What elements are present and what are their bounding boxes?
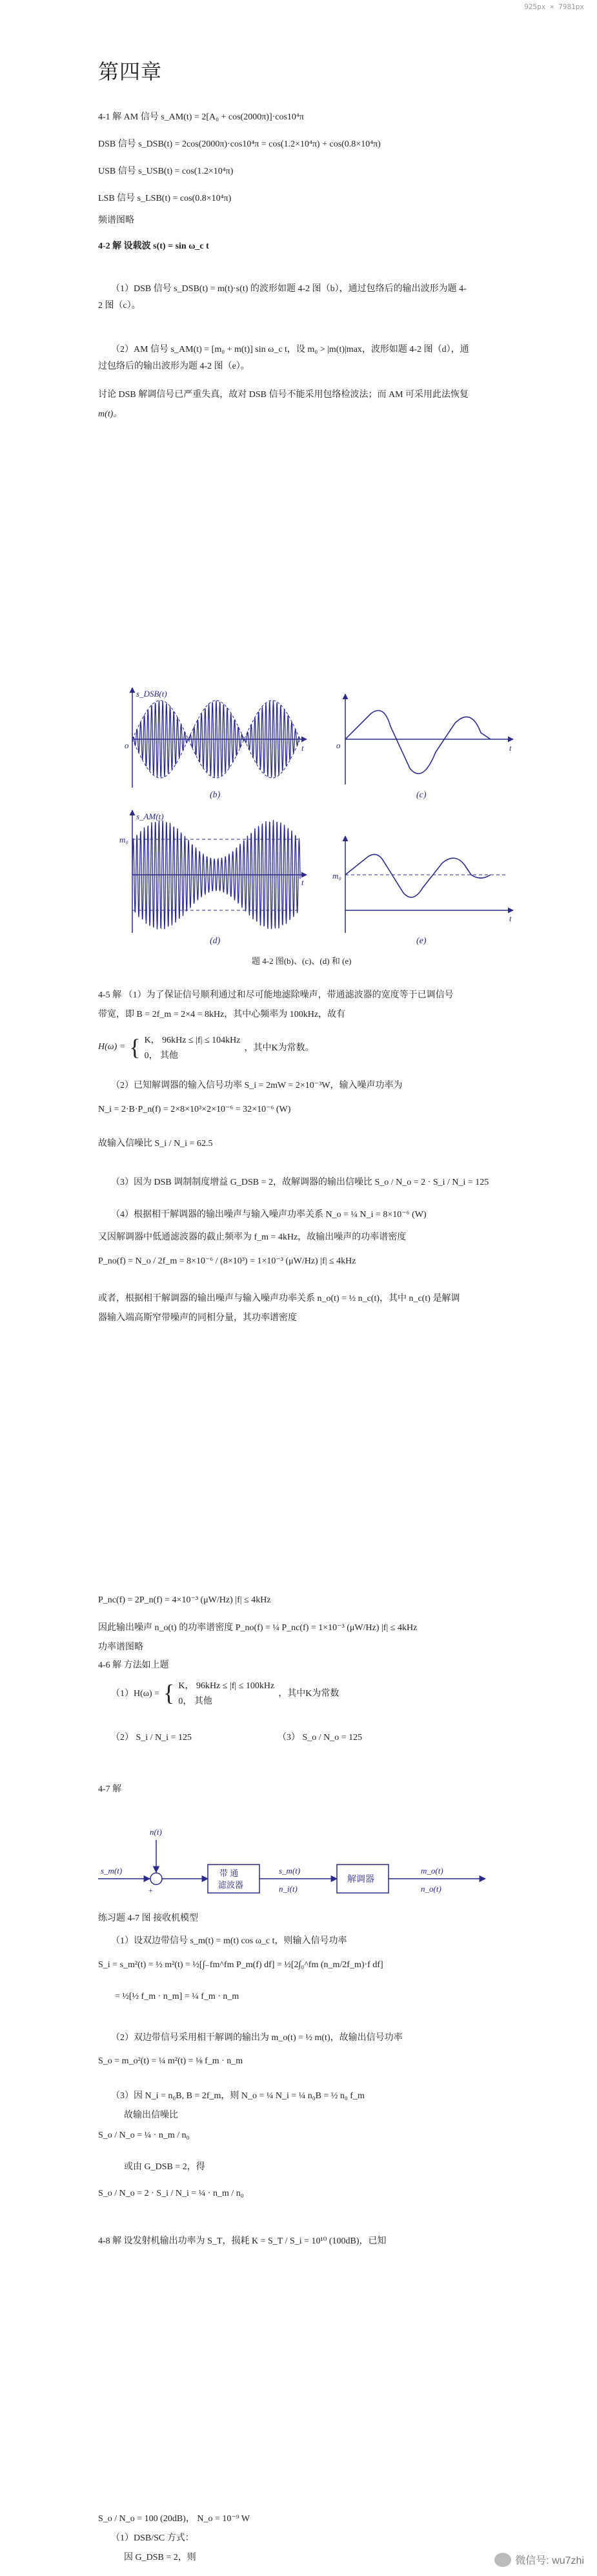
problem-4-2-part2-b: 过包络后的输出波形为题 4-2 图（e）。: [98, 362, 250, 371]
p48-dsb: （1）DSB/SC 方式：: [111, 2533, 194, 2543]
panel-e: [345, 836, 513, 933]
p47-part3-a: （3）因 N_i = n₀B, B = 2f_m，则 N_o = ¼ N_i = ¼ n₀B = ½ n₀ f_m: [111, 2091, 365, 2101]
p45-intro-a: 4-5 解 （1）为了保证信号顺利通过和尽可能地滤除噪声，带通滤波器的宽度等于已调信号: [98, 990, 454, 1000]
p45-part2-b: N_i = 2·B·P_n(f) = 2×8×10³×2×10⁻⁶ = 32×10⁻⁶ (W): [98, 1105, 291, 1114]
p46-transfer-function: [111, 1679, 339, 1707]
p46-case2: 0， 其他: [178, 1697, 212, 1706]
demod-label: 解调器: [347, 1875, 374, 1885]
p46-case1: K， 96kHz ≤ |f| ≤ 100kHz: [178, 1681, 275, 1691]
problem-4-2-part1-b: 2 图（c）。: [98, 301, 141, 311]
panel-e-t: t: [509, 914, 512, 923]
bpf-label-2: 滤波器: [218, 1880, 244, 1890]
panel-d-ylabel: s_AM(t): [136, 812, 164, 821]
p47-header: 4-7 解: [98, 1784, 122, 1794]
problem-4-1-dsb: DSB 信号 s_DSB(t) = 2cos(2000π)·cos10⁴π = cos(1.2×10⁴π) + cos(0.8×10⁴π): [98, 139, 381, 149]
wechat-watermark: [494, 2552, 584, 2567]
problem-4-1-lsb: LSB 信号 s_LSB(t) = cos(0.8×10⁴π): [98, 194, 232, 203]
p46-part3: （3） S_o / N_o = 125: [278, 1733, 363, 1743]
problem-4-2-discussion-b: m(t)。: [98, 409, 123, 419]
panel-c-t: t: [509, 743, 512, 753]
diagram-noise-label: n(t): [150, 1827, 162, 1837]
p45-brace: {: [129, 1034, 141, 1060]
chapter-title: 第四章: [98, 60, 163, 83]
p48-header: 4-8 解 设发射机输出功率为 S_T，损耗 K = S_T / S_i = 10¹⁰ (100dB)，已知: [98, 2236, 387, 2246]
p45-case2: 0， 其他: [144, 1051, 179, 1061]
p47-part3-e: S_o / N_o = 2 · S_i / N_i = ¼ · n_m / n₀: [98, 2189, 244, 2198]
p45-cases: [145, 1033, 241, 1061]
p45-alt-a: 或者，根据相干解调器的输出噪声与输入噪声功率关系 n_o(t) = ½ n_c(t)，其中 n_c(t) 是解调: [98, 1294, 460, 1303]
figure-4-2-caption: 题 4-2 图(b)、(c)、(d) 和 (e): [252, 956, 352, 966]
p45-transfer-function: [98, 1033, 314, 1061]
adder-circle: [150, 1873, 162, 1885]
p47-part2-b: S_o = m_o²(t) = ¼ m²(t) = ⅛ f_m · n_m: [98, 2056, 243, 2066]
panel-b-t: t: [301, 743, 304, 753]
diagram-input-label: s_m(t): [101, 1866, 123, 1876]
p47-part1-c: = ½[½ f_m · n_m] = ¼ f_m · n_m: [115, 1992, 239, 2001]
page-size-label: 925px × 7981px: [524, 3, 584, 11]
p46-h-lhs: （1）H(ω) =: [111, 1689, 160, 1699]
panel-c: [345, 694, 513, 784]
p45-intro-b: 带宽，即 B = 2f_m = 2×4 = 8kHz，其中心频率为 100kHz，故有: [98, 1010, 346, 1019]
p45-part2-c: 故输入信噪比 S_i / N_i = 62.5: [98, 1139, 213, 1149]
p45-case1: K， 96kHz ≤ |f| ≤ 104kHz: [144, 1036, 241, 1045]
watermark-text: 微信号: wu7zhi: [515, 2555, 584, 2566]
p48-dsb-gain: 因 G_DSB = 2，则: [124, 2553, 196, 2562]
figure-4-2: [119, 688, 520, 946]
p47-part1-b: S_i = s_m²(t) = ½ m²(t) = ½[∫₋fm^fm P_m(f) df] = ½[2∫₀^fm (n_m/2f_m)·f df]: [98, 1960, 383, 1970]
p47-part3-d: 或由 G_DSB = 2，得: [124, 2162, 205, 2172]
panel-c-label: (c): [416, 790, 427, 800]
problem-4-2-part2-a: （2）AM 信号 s_AM(t) = [m₀ + m(t)] sin ω_c t，设 m₀ > |m(t)|max，波形如题 4-2 图（d），通: [111, 345, 469, 354]
panel-c-origin: o: [336, 741, 341, 750]
p46-header: 4-6 解 方法如上题: [98, 1661, 169, 1670]
p45-psd-omitted: 功率谱图略: [98, 1642, 143, 1652]
receiver-diagram-svg: [98, 1821, 498, 1905]
p46-h-note: ，其中K为常数: [278, 1689, 339, 1699]
bpf-label-1: 带 通: [219, 1868, 239, 1878]
p47-caption: 练习题 4-7 图 接收机模型: [98, 1914, 199, 1923]
panel-e-m0: m₀: [332, 871, 341, 881]
problem-4-1-am: 4-1 解 AM 信号 s_AM(t) = 2[A₀ + cos(2000π)]·cos10⁴π: [98, 112, 304, 122]
p45-part4-a: （4）根据相干解调器的输出噪声与输入噪声功率关系 N_o = ¼ N_i = 8×10⁻⁶ (W): [111, 1210, 427, 1220]
panel-d-label: (d): [210, 936, 221, 946]
panel-d: [132, 810, 307, 933]
p46-part2: （2） S_i / N_i = 125: [111, 1733, 192, 1743]
panel-d-t: t: [301, 877, 304, 887]
p45-part4-b: 又因解调器中低通滤波器的截止频率为 f_m = 4kHz，故输出噪声的功率谱密度: [98, 1232, 407, 1242]
problem-4-2-discussion-a: 讨论 DSB 解调信号已严重失真，故对 DSB 信号不能采用包络检波法；而 AM 可采用此法恢复: [98, 390, 469, 400]
panel-b-ylabel: s_DSB(t): [136, 689, 167, 699]
p47-part2-a: （2）双边带信号采用相干解调的输出为 m_o(t) = ½ m(t)，故输出信号功率: [111, 2033, 403, 2043]
p47-part1-a: （1）设双边带信号 s_m(t) = m(t) cos ω_c t，则输入信号功率: [111, 1936, 347, 1946]
diagram-out-bot: n_o(t): [421, 1884, 441, 1894]
panel-e-label: (e): [416, 936, 427, 946]
p45-h-lhs: H(ω) =: [98, 1042, 126, 1052]
panel-b-origin: o: [125, 741, 129, 750]
p45-psd-no: 因此输出噪声 n_o(t) 的功率谱密度 P_no(f) = ¼ P_nc(f) = 1×10⁻³ (μW/Hz) |f| ≤ 4kHz: [98, 1623, 418, 1633]
figure-4-2-svg: [119, 688, 520, 946]
panel-b: [132, 688, 307, 788]
problem-4-1-usb: USB 信号 s_USB(t) = cos(1.2×10⁴π): [98, 167, 234, 176]
panel-b-label: (b): [210, 790, 221, 800]
diagram-out-top: m_o(t): [421, 1866, 443, 1876]
panel-d-m0: m₀: [119, 835, 128, 844]
p47-part3-c: S_o / N_o = ¼ · n_m / n₀: [98, 2131, 190, 2140]
problem-4-2-part1-a: （1）DSB 信号 s_DSB(t) = m(t)·s(t) 的波形如题 4-2 图（b），通过包络后的输出波形为题 4-: [111, 284, 467, 294]
problem-4-2-header: 4-2 解 设载波 s(t) = sin ω_c t: [98, 241, 209, 251]
receiver-block-diagram: [98, 1821, 498, 1905]
p45-part2-a: （2）已知解调器的输入信号功率 S_i = 2mW = 2×10⁻³W，输入噪声功率为: [111, 1081, 403, 1090]
p47-part3-b: 故输出信噪比: [124, 2111, 178, 2120]
p45-psd-nc: P_nc(f) = 2P_n(f) = 4×10⁻³ (μW/Hz) |f| ≤ 4kHz: [98, 1595, 271, 1605]
wechat-icon: [494, 2553, 511, 2567]
diagram-mid-bot: n_i(t): [279, 1884, 298, 1894]
p48-given: S_o / N_o = 100 (20dB)， N_o = 10⁻⁹ W: [98, 2514, 250, 2524]
p45-alt-b: 器输入端高斯窄带噪声的同相分量，其功率谱密度: [98, 1313, 297, 1323]
p45-part4-c: P_no(f) = N_o / 2f_m = 8×10⁻⁶ / (8×10³) = 1×10⁻³ (μW/Hz) |f| ≤ 4kHz: [98, 1256, 356, 1266]
p45-h-note: ，其中K为常数。: [244, 1043, 314, 1053]
diagram-plus: +: [148, 1886, 153, 1895]
p46-brace: {: [163, 1679, 175, 1706]
p46-cases: [178, 1679, 274, 1707]
p45-part3: （3）因为 DSB 调制制度增益 G_DSB = 2，故解调器的输出信噪比 S_o / N_o = 2 · S_i / N_i = 125: [111, 1178, 489, 1187]
diagram-mid-top: s_m(t): [279, 1866, 301, 1876]
spectrum-omitted: 频谱图略: [98, 216, 134, 225]
